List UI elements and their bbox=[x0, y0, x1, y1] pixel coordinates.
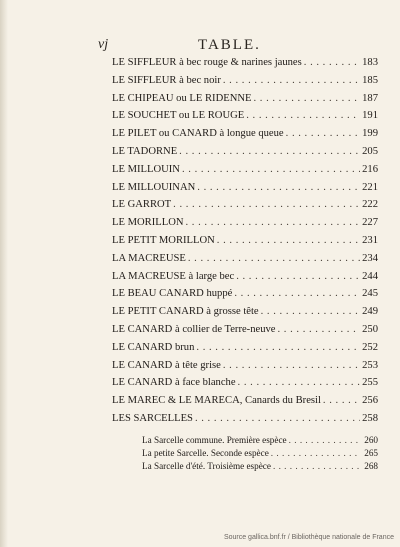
dot-leader bbox=[234, 288, 360, 299]
toc-entry bbox=[112, 377, 378, 395]
toc-entry-page-number: 234 bbox=[362, 252, 378, 264]
source-credit: Source gallica.bnf.fr / Bibliothèque nationale de France bbox=[223, 534, 394, 541]
toc-entry bbox=[112, 324, 378, 342]
toc-entry-label: LE BEAU CANARD huppé bbox=[112, 288, 233, 300]
toc-entries bbox=[112, 57, 378, 431]
toc-sub-entry bbox=[142, 448, 378, 461]
dot-leader bbox=[217, 235, 360, 246]
toc-entry bbox=[112, 146, 378, 164]
toc-sub-entry bbox=[142, 461, 378, 474]
dot-leader bbox=[236, 271, 360, 282]
toc-entry-label: La petite Sarcelle. Seconde espèce bbox=[142, 447, 269, 458]
dot-leader bbox=[182, 164, 360, 175]
dot-leader bbox=[271, 448, 360, 458]
toc-entry bbox=[112, 128, 378, 146]
toc-entry-page-number: 250 bbox=[362, 323, 378, 335]
dot-leader bbox=[278, 324, 361, 335]
toc-entry-label: LE PILET ou CANARD à longue queue bbox=[112, 128, 284, 140]
dot-leader bbox=[223, 360, 360, 371]
toc-entry-page-number: 227 bbox=[362, 217, 378, 229]
table-of-contents bbox=[112, 57, 378, 474]
toc-sub-entry bbox=[142, 435, 378, 448]
dot-leader bbox=[273, 461, 360, 471]
toc-entry bbox=[112, 75, 378, 93]
toc-entry bbox=[112, 253, 378, 271]
dot-leader bbox=[173, 199, 360, 210]
toc-sub-entries bbox=[142, 435, 378, 474]
toc-entry bbox=[112, 93, 378, 111]
dot-leader bbox=[304, 57, 360, 68]
toc-entry-label: LE CHIPEAU ou LE RIDENNE bbox=[112, 92, 252, 104]
toc-entry-label: LE MAREC & LE MARECA, Canards du Bresil bbox=[112, 395, 321, 407]
toc-entry-page-number: 268 bbox=[364, 460, 378, 471]
dot-leader bbox=[253, 93, 360, 104]
toc-entry-page-number: 221 bbox=[362, 181, 378, 193]
dot-leader bbox=[195, 413, 360, 424]
dot-leader bbox=[179, 146, 360, 157]
page-title: TABLE. bbox=[198, 37, 261, 53]
toc-entry bbox=[112, 217, 378, 235]
toc-entry-label: LE TADORNE bbox=[112, 145, 178, 157]
toc-entry-page-number: 245 bbox=[362, 288, 378, 300]
page-folio: vj bbox=[98, 37, 109, 52]
toc-entry bbox=[112, 271, 378, 289]
toc-entry-page-number: 244 bbox=[362, 270, 378, 282]
toc-entry-label: LE PETIT MORILLON bbox=[112, 234, 215, 246]
dot-leader bbox=[223, 75, 360, 86]
toc-entry-page-number: 205 bbox=[362, 145, 378, 157]
toc-entry-page-number: 199 bbox=[362, 128, 378, 140]
dot-leader bbox=[196, 342, 360, 353]
toc-entry-label: LES SARCELLES bbox=[112, 412, 193, 424]
dot-leader bbox=[323, 395, 360, 406]
toc-entry-page-number: 258 bbox=[362, 412, 378, 424]
toc-entry-page-number: 255 bbox=[362, 377, 378, 389]
toc-entry-label: La Sarcelle commune. Première espèce bbox=[142, 434, 287, 445]
toc-entry-label: LA MACREUSE à large bec bbox=[112, 270, 235, 282]
toc-entry-label: LE MILLOUINAN bbox=[112, 181, 196, 193]
toc-entry-page-number: 185 bbox=[362, 74, 378, 86]
toc-entry-page-number: 253 bbox=[362, 359, 378, 371]
toc-entry bbox=[112, 199, 378, 217]
dot-leader bbox=[246, 110, 360, 121]
dot-leader bbox=[197, 182, 360, 193]
toc-entry-page-number: 222 bbox=[362, 199, 378, 211]
toc-entry bbox=[112, 306, 378, 324]
dot-leader bbox=[188, 253, 360, 264]
toc-entry-page-number: 183 bbox=[362, 57, 378, 68]
toc-entry bbox=[112, 342, 378, 360]
toc-entry-label: LE MORILLON bbox=[112, 217, 184, 229]
dot-leader bbox=[289, 435, 360, 445]
toc-entry-label: LE CANARD à face blanche bbox=[112, 377, 236, 389]
toc-entry bbox=[112, 182, 378, 200]
toc-entry-page-number: 252 bbox=[362, 341, 378, 353]
toc-entry bbox=[112, 57, 378, 75]
toc-entry-page-number: 256 bbox=[362, 395, 378, 407]
toc-entry bbox=[112, 395, 378, 413]
toc-entry-label: LE MILLOUIN bbox=[112, 163, 180, 175]
toc-entry-page-number: 249 bbox=[362, 306, 378, 318]
toc-entry-label: LE CANARD à tête grise bbox=[112, 359, 221, 371]
toc-entry-page-number: 187 bbox=[362, 92, 378, 104]
toc-entry-label: LE GARROT bbox=[112, 199, 172, 211]
dot-leader bbox=[186, 217, 361, 228]
toc-entry-label: LE PETIT CANARD à grosse tête bbox=[112, 306, 259, 318]
page-header bbox=[98, 37, 328, 55]
toc-entry bbox=[112, 235, 378, 253]
toc-entry-page-number: 231 bbox=[362, 234, 378, 246]
toc-entry-label: LE CANARD brun bbox=[112, 341, 195, 353]
toc-entry bbox=[112, 110, 378, 128]
toc-entry-page-number: 191 bbox=[362, 110, 378, 122]
toc-entry-page-number: 265 bbox=[364, 447, 378, 458]
toc-entry-page-number: 216 bbox=[362, 163, 378, 175]
toc-entry bbox=[112, 164, 378, 182]
dot-leader bbox=[238, 377, 360, 388]
toc-entry-label: LA MACREUSE bbox=[112, 252, 186, 264]
dot-leader bbox=[286, 128, 360, 139]
dot-leader bbox=[261, 306, 360, 317]
toc-entry-label: LE SIFFLEUR à bec noir bbox=[112, 74, 221, 86]
toc-entry bbox=[112, 288, 378, 306]
toc-entry-label: LE SOUCHET ou LE ROUGE bbox=[112, 110, 245, 122]
toc-entry bbox=[112, 360, 378, 378]
toc-entry-page-number: 260 bbox=[364, 434, 378, 445]
toc-entry-label: LE CANARD à collier de Terre-neuve bbox=[112, 323, 276, 335]
toc-entry-label: La Sarcelle d'été. Troisième espèce bbox=[142, 460, 271, 471]
toc-entry bbox=[112, 413, 378, 431]
toc-entry-label: LE SIFFLEUR à bec rouge & narines jaunes bbox=[112, 57, 302, 68]
